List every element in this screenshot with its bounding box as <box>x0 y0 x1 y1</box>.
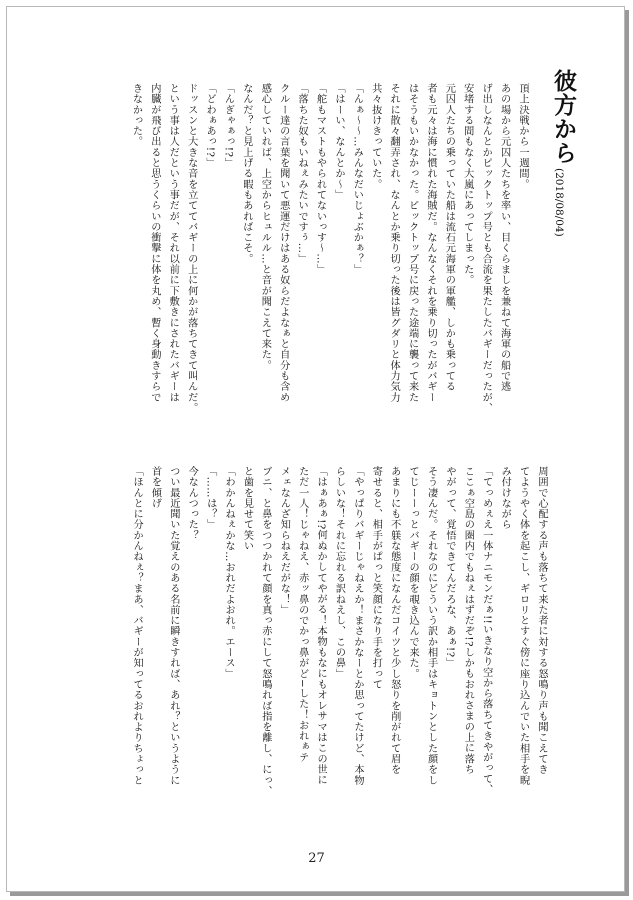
text-line: 「舵もマストもやられてないっす〜…」 <box>314 83 326 275</box>
text-line: 「んぁ〜〜…みんなだいじょぶかぁ？」 <box>351 83 363 275</box>
text-line: 内臓が飛び出ると思うくらいの衝撃に体を丸め、暫く身動きすらで <box>148 83 160 403</box>
text-line: てじーーっとバギーの顔を覗き込んで来た。 <box>407 466 419 679</box>
text-line: それに散々翻弄され、なんとか乗り切った後は皆グダリと体力気力 <box>388 83 400 403</box>
text-line: 感心していれば、上空からヒュルル…と音が聞こえて来た。 <box>259 83 271 371</box>
text-line: 「はーい、なんとか〜」 <box>332 83 344 201</box>
text-line: 「ほんとに分かんねぇ？まあ、バギーが知ってるおれよりちょっと <box>131 466 143 786</box>
text-line: 「やっぱりバギーじゃねえか！まさかなーとか思ってたけど、本物 <box>351 466 363 786</box>
text-line: 今なんつった？ <box>186 466 198 541</box>
text-line: 周囲で心配する声も落ちて来た者に対する怒鳴り声も聞こえてき <box>536 466 547 775</box>
text-line: やがって、覚悟できてんだろな、あぁ!?」 <box>443 466 455 669</box>
text-line: という事は人だという事だが、それ以前に下敷きにされたバギーは <box>167 83 179 403</box>
text-line: 者も元々は海に慣れた海賊だ。なんなくそれを乗り切ったがバギー <box>424 83 436 403</box>
story-date: (2018/08/04) <box>553 168 565 237</box>
text-line: 安堵する間もなく大嵐にあってしまった。 <box>461 83 473 286</box>
page-shadow-bottom <box>10 892 629 896</box>
text-line: と歯を見せて笑い <box>241 466 253 552</box>
text-line: 「……は？」 <box>204 466 216 530</box>
text-line: 「落ちた奴もいねぇみたいですぅ…」 <box>296 83 308 265</box>
text-line: なんだ？と見上げる暇もあればこそ。 <box>240 83 252 265</box>
text-line: あの場から元囚人たちを率い、目くらましを兼ねて海軍の船で逃 <box>498 83 510 392</box>
lower-text-block <box>70 466 550 836</box>
text-line: 首を傾げ <box>149 466 161 509</box>
text-line: 「てっめぇえ一体ナニモンだぁ!!いきなり空から落ちてきやがって、 <box>480 466 492 795</box>
text-line: 「わかんねぇかな…おれだよおれ。エース」 <box>223 466 235 679</box>
text-line: 共々抜けきっていた。 <box>369 83 381 190</box>
text-line: み付けながら <box>499 466 511 530</box>
text-line: 寄せると、相手がぱっと笑顔になり手を打って <box>370 466 382 690</box>
text-line: ただ一人！じゃねえ、赤ッ鼻のでかっ鼻がど−した！おれぁテ <box>296 466 308 763</box>
text-line: 「はぁあぁ!?何ぬかしてやがる！本物もなにもオレサマはこの世に <box>315 466 327 786</box>
text-line: ドッスンと大きな音を立ててバギーの上に何かが落ちてきて叫んだ。 <box>185 83 197 414</box>
text-line: 「どわぁあっ!?」 <box>204 83 216 169</box>
text-line: メェなんざ知らねえだがな！」 <box>278 466 290 616</box>
text-line: つい最近聞いた覚えのある名前に瞬きすれば、あれ？というように <box>167 466 179 786</box>
story-title: 彼方から <box>550 69 576 165</box>
text-line: きなかった。 <box>130 83 142 147</box>
text-line: ここぁ空島の圏内でもねぇはずだぞ!?しかもおれさまの上に落ち <box>462 466 474 775</box>
text-line: 元囚人たちの乗っていた船は流石元海軍の軍艦、しかも乗ってる <box>443 83 455 392</box>
text-line: そう凄んだ。それなのにどういう訳か相手はキョトンとした顔をし <box>425 466 437 786</box>
page-number: 27 <box>308 851 325 866</box>
text-line: 頂上決戦から一週間。 <box>517 83 528 190</box>
page-shadow-right <box>625 10 629 896</box>
text-line: げ出しなんとかピックトップ号とも合流を果たしたバギーだったが、 <box>480 83 492 414</box>
text-line: あまりにも不躾な態度になんだコイツと少し怒りを削がれて眉を <box>388 466 400 775</box>
text-line: てようやく体を起こし、ギロリとすぐ傍に座り込んでいた相手を睨 <box>517 466 529 786</box>
text-line: 「んぎゃぁっ!?」 <box>222 83 234 169</box>
text-line: クルー達の言葉を聞いて悪運だけはある奴らだよなぁと自分も含め <box>277 83 289 403</box>
text-line: らしいな！それに忘れる訳ねえし、この鼻」 <box>333 466 345 679</box>
text-line: はそうもいかなかった。ピックトップ号に戻った途端に襲って来た <box>406 83 418 403</box>
text-line: ブニ、と鼻をつつかれて顔を真っ赤にして怒鳴れば指を離し、にっ、 <box>259 466 271 797</box>
upper-text-block <box>86 83 531 428</box>
